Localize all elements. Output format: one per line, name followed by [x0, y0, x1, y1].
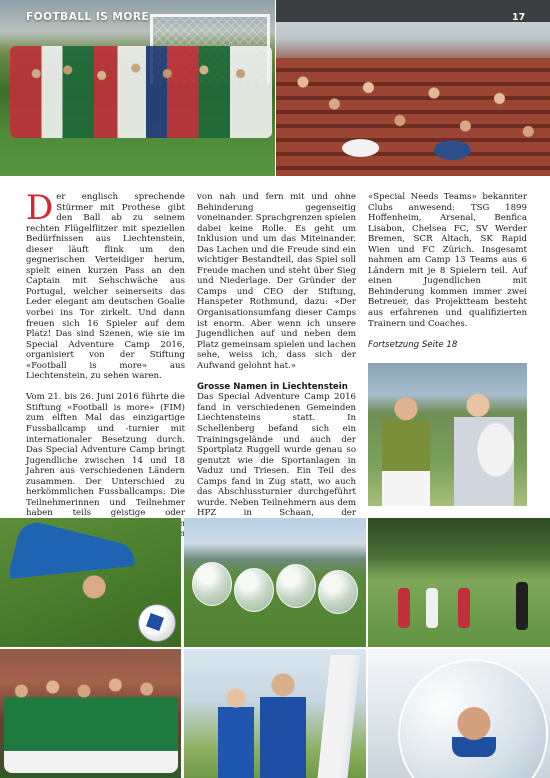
stands-photo	[276, 0, 550, 176]
team-group	[4, 673, 178, 773]
section-label: FOOTBALL IS MORE	[26, 11, 150, 23]
gallery-photo-bubble-closeup	[368, 649, 550, 778]
gallery-photo-training-field	[368, 518, 550, 647]
intro-text: er englisch sprechende Stürmer mit Prothese gibt den Ball ab zu seinem rechten Flügelflitzer mit speziellen Bedürfnissen aus Liechtenstein, dieser läuft flink um den gegnerischen Verteidiger herum, spielt einen kurzen Pass an den Captain mit Sehschwäche aus Portugal, welcher seinerseits das Leder elegant am deutschen Goalie vorbei ins Tor zirkelt. Und dann freuen sich 16 Spieler auf dem Platz! Das sind Szenen, wie sie im Special Adventure Camp 2016, organisiert von der Stiftung «Football is more» aus Liechtenstein, zu sehen waren.	[26, 192, 185, 382]
spectators	[282, 60, 544, 170]
intro-paragraph	[26, 188, 185, 382]
text-column-1	[26, 188, 185, 561]
paragraph-5: «Special Needs Teams» bekannter Clubs anwesend: TSG 1899 Hoffenheim, Arsenal, Benfica Lisabon, Chelsea FC, SV Werder Bremen, SCR Altach, SK Rapid Wien und FC Zürich. Insgesamt nahmen am Camp 13 Teams aus 6 Ländern mit je 8 Spielern teil. Auf einen Jugendlichen mit Behinderung kommen immer zwei Betreuer, das Projektteam besteht aus erfahrenen und qualifizierten Trainern und Coaches.	[368, 192, 527, 329]
player-figure	[426, 588, 438, 628]
team-group	[10, 46, 272, 138]
page-number: 17	[512, 12, 526, 23]
continued-link[interactable]: Fortsetzung Seite 18	[368, 339, 458, 350]
paragraph-2: Vom 21. bis 26. Juni 2016 führte die Stiftung «Football is more» (FIM) zum elften Mal das einzigartige Fussballcamp und -turnier mit internationaler Besetzung durch. Das Special Adventure Camp bringt Jugendliche zwischen 14 und 18 Jahren aus verschiedenen Ländern zusammen. Der Unterschied zu herkömmlichen Fussballcamps: Die Teilnehmerinnen und Teilnehmer haben teils geistige oder	[26, 392, 185, 519]
bubble-ball	[276, 564, 316, 608]
stadium-roof	[276, 0, 550, 22]
player	[5, 519, 138, 616]
player	[260, 671, 306, 778]
gallery-photo-diving-player	[0, 518, 181, 647]
gallery-photo-players-flag	[184, 649, 366, 778]
group-photo-pitch	[0, 0, 275, 176]
player-figure	[458, 588, 470, 628]
bubble-ball	[318, 570, 358, 614]
person-right-with-child	[454, 389, 514, 506]
portrait-photo	[368, 363, 527, 506]
paragraph-3: von nah und fern mit und ohne Behinderung gegenseitig voneinander. Sprachgrenzen spielen dabei keine Rolle. Es geht um Inklusion und um das Miteinander. Das Lachen und die Freude sind ein wichtiger Bestandteil, das Spiel soll Freude machen und steht über Sieg und Niederlage. Der Gründer der Camps und CEO der Stiftung, Hanspeter Rothmund, dazu: «Der Organisationsumfang dieser Camps ist enorm. Aber wenn ich unsere Jugendlichen auf und neben dem Platz gemeinsam spielen und lachen sehe, weiss ich, dass sich der Aufwand gelohnt hat.»	[197, 192, 356, 371]
bubble-ball	[234, 568, 274, 612]
text-column-3	[368, 192, 527, 350]
drop-cap: D	[26, 188, 54, 228]
gallery-photo-team-bench	[0, 649, 181, 778]
player-figure	[398, 588, 410, 628]
flag	[318, 655, 361, 778]
text-column-2	[197, 192, 356, 572]
paragraph-4: Das Special Adventure Camp 2016 fand in verschiedenen Gemeinden Liechtensteins statt. In Schellenberg befand sich ein Trainingsgelände und auch der Sportplatz Ruggell wurde genau so genutzt wie die Sportanlagen in Vaduz und Triesen. Ein Teil des Camps fand in Zug statt, wo auch das Abschlussturnier durchgeführt wurde. Neben Teilnehmern aus dem HPZ in Schaan, der	[197, 392, 356, 519]
football-icon	[138, 604, 176, 642]
subheading: Grosse Namen in Liechtenstein	[197, 381, 348, 392]
person-left	[382, 393, 430, 506]
gallery-photo-bubble-soccer	[184, 518, 366, 647]
player-in-bubble	[452, 703, 496, 757]
player	[218, 685, 254, 778]
coach-figure	[516, 582, 528, 630]
bubble-ball	[192, 562, 232, 606]
